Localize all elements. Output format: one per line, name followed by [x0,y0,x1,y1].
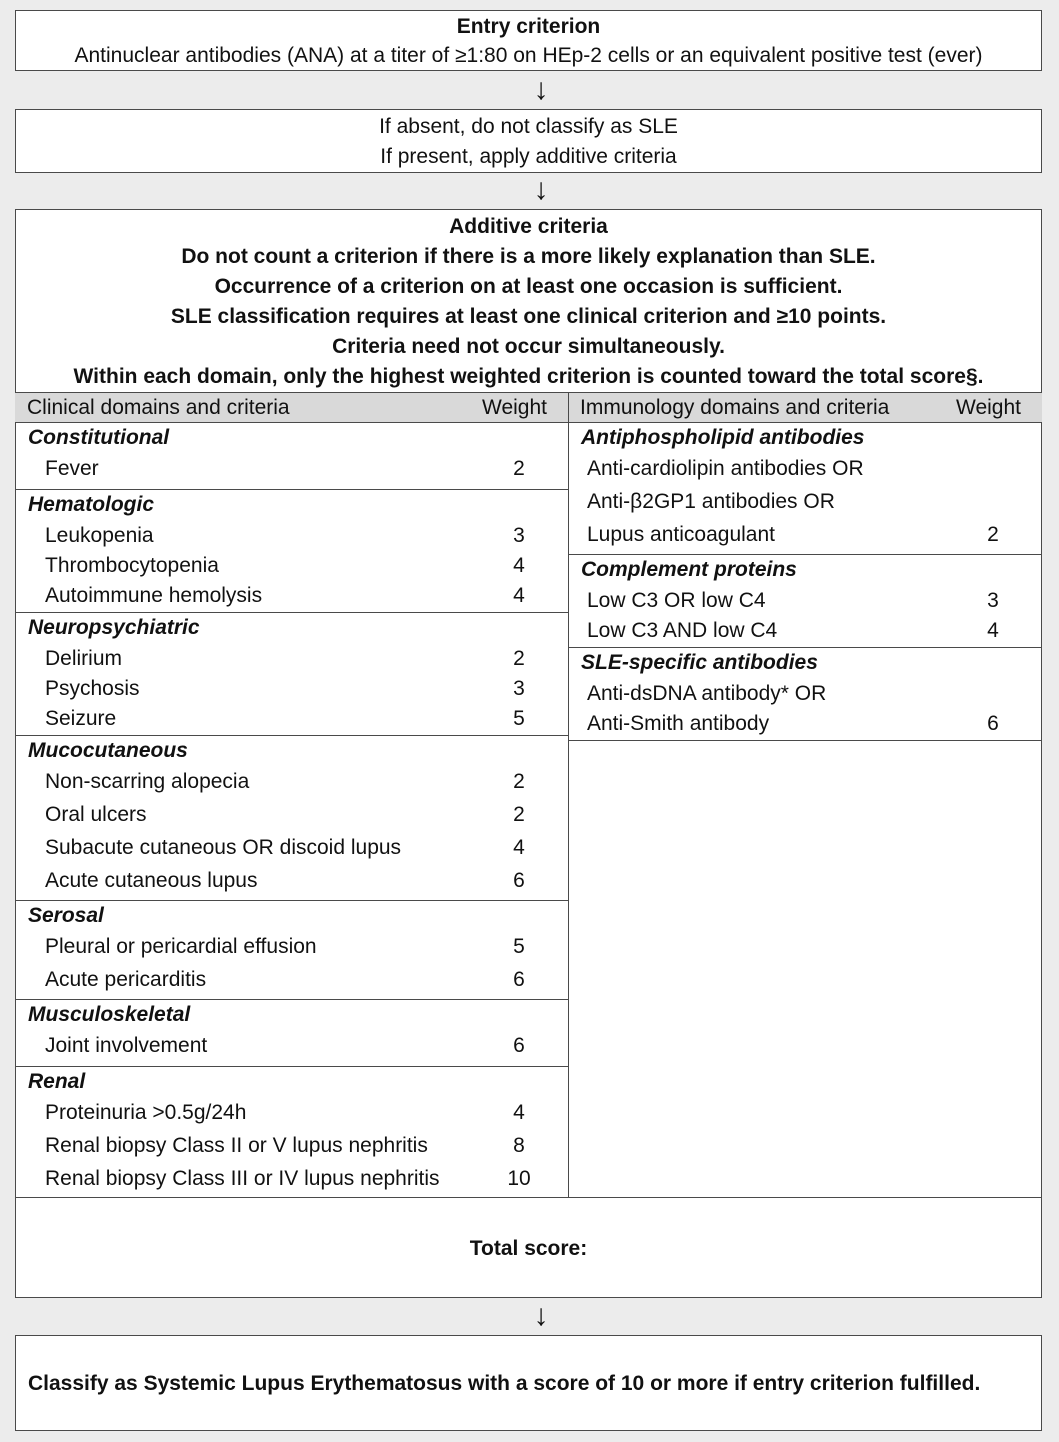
total-score-label: Total score: [469,1237,588,1260]
entry-text: Antinuclear antibodies (ANA) at a titer of ≥1:80 on HEp-2 cells or an equivalent positive test (ever) [74,44,983,67]
weight-header: Weight [482,396,547,419]
criterion-weight: 3 [987,589,999,612]
domain-heading: Musculoskeletal [28,1003,191,1026]
table-column-divider [568,423,569,1198]
criterion-weight: 2 [513,457,525,480]
header-column-divider [568,392,569,423]
criterion-name: Proteinuria >0.5g/24h [45,1101,247,1124]
table-header [15,392,1042,423]
additive-title: Additive criteria [449,215,608,238]
domain-heading: Neuropsychiatric [28,616,200,639]
criterion-name: Pleural or pericardial effusion [45,935,317,958]
domain-divider [15,1066,569,1067]
criterion-weight: 2 [513,803,525,826]
criterion-name: Subacute cutaneous OR discoid lupus [45,836,402,859]
decision-absent: If absent, do not classify as SLE [379,115,678,138]
criterion-weight: 8 [513,1134,525,1157]
criterion-name: Leukopenia [45,524,154,547]
conclusion-box [15,1335,1042,1431]
criterion-name: Delirium [45,647,123,670]
criterion-name: Acute pericarditis [45,968,207,991]
entry-criterion-box [15,10,1042,71]
criterion-weight: 6 [513,869,525,892]
criterion-name: Renal biopsy Class II or V lupus nephritis [45,1134,428,1157]
criterion-name: Renal biopsy Class III or IV lupus nephritis [45,1167,440,1190]
additive-rule: Occurrence of a criterion on at least one occasion is sufficient. [214,275,843,298]
criterion-weight: 4 [987,619,999,642]
criterion-weight: 6 [513,968,525,991]
arrow-down-icon: ↓ [533,73,549,106]
criterion-weight: 6 [987,712,999,735]
criterion-name: Acute cutaneous lupus [45,869,258,892]
criterion-weight [973,679,1013,709]
criterion-name: Low C3 AND low C4 [587,619,778,642]
entry-title: Entry criterion [456,15,601,38]
criterion-name: Non-scarring alopecia [45,770,250,793]
domain-heading: Constitutional [28,426,170,449]
criterion-weight: 3 [513,524,525,547]
criterion-name: Anti-cardiolipin antibodies OR [587,457,864,480]
criterion-name: Anti-Smith antibody [587,712,770,735]
criterion-weight: 5 [513,707,525,730]
criterion-weight [973,454,1013,484]
additive-rule: Within each domain, only the highest weighted criterion is counted toward the total score§. [73,365,984,388]
additive-rule: Criteria need not occur simultaneously. [332,335,725,358]
additive-rule: SLE classification requires at least one clinical criterion and ≥10 points. [170,305,887,328]
criterion-name: Autoimmune hemolysis [45,584,263,607]
criterion-weight [973,487,1013,517]
criterion-name: Thrombocytopenia [45,554,219,577]
criterion-weight: 2 [513,770,525,793]
arrow-down-icon: ↓ [533,1299,549,1332]
criterion-name: Lupus anticoagulant [587,523,775,546]
clinical-header: Clinical domains and criteria [27,396,290,419]
criterion-name: Anti-dsDNA antibody* OR [587,682,827,705]
conclusion-text: Classify as Systemic Lupus Erythematosus with a score of 10 or more if entry criterion fulfilled. [28,1372,981,1395]
criterion-name: Joint involvement [45,1034,208,1057]
criterion-name: Low C3 OR low C4 [587,589,766,612]
criterion-weight: 3 [513,677,525,700]
criterion-weight: 4 [513,584,525,607]
domain-heading: Complement proteins [581,558,797,581]
criterion-name: Seizure [45,707,117,730]
criterion-weight: 4 [513,1101,525,1124]
criterion-name: Fever [45,457,99,480]
decision-present: If present, apply additive criteria [380,145,677,168]
domain-heading: Hematologic [28,493,155,516]
domain-heading: Mucocutaneous [28,739,188,762]
criterion-name: Anti-β2GP1 antibodies OR [587,490,835,513]
criterion-weight: 6 [513,1034,525,1057]
arrow-down-icon: ↓ [533,173,549,206]
domain-heading: Serosal [28,904,104,927]
decision-box [15,109,1042,173]
criterion-weight: 5 [513,935,525,958]
domain-divider [569,740,1042,741]
criterion-weight: 10 [507,1167,531,1190]
criterion-weight: 2 [513,647,525,670]
criterion-name: Oral ulcers [45,803,147,826]
criterion-name: Psychosis [45,677,140,700]
criterion-weight: 4 [513,554,525,577]
domain-heading: Renal [28,1070,86,1093]
immunology-header: Immunology domains and criteria [580,396,890,419]
domain-heading: Antiphospholipid antibodies [581,426,865,449]
domain-heading: SLE-specific antibodies [581,651,818,674]
table-bottom-rule [15,1197,1042,1198]
additive-rule: Do not count a criterion if there is a more likely explanation than SLE. [181,245,876,268]
weight-header: Weight [956,396,1021,419]
criterion-weight: 2 [987,523,999,546]
criterion-weight: 4 [513,836,525,859]
